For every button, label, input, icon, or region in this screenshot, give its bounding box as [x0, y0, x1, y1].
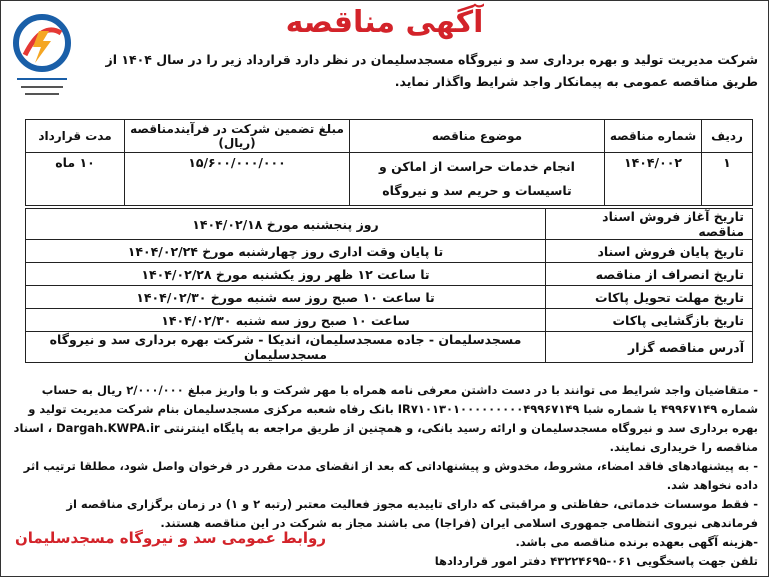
- cell-contract-duration: ۱۰ ماه: [26, 153, 125, 206]
- note-item: -هزینه آگهی بعهده برنده مناقصه می باشد.: [515, 535, 758, 549]
- schedule-label: آدرس مناقصه گزار: [546, 332, 753, 363]
- schedule-label: تاریخ انصراف از مناقصه: [546, 263, 753, 286]
- cell-guarantee-amount: ۱۵/۶۰۰/۰۰۰/۰۰۰: [125, 153, 350, 206]
- schedule-value: روز پنجشنبه مورخ ۱۴۰۴/۰۲/۱۸: [26, 209, 546, 240]
- schedule-row: [26, 286, 753, 309]
- schedule-label: تاریخ بازگشایی پاکات: [546, 309, 753, 332]
- cell-subject: انجام خدمات حراست از اماکن و تاسیسات و حریم سد و نیروگاه: [350, 153, 605, 206]
- page-title: آگهی مناقصه: [285, 5, 484, 40]
- cell-row-number: ۱: [702, 153, 753, 206]
- schedule-label: تاریخ آغاز فروش اسناد مناقصه: [546, 209, 753, 240]
- header-row-number: ردیف: [702, 120, 753, 153]
- schedule-row: [26, 209, 753, 240]
- schedule-row: [26, 263, 753, 286]
- schedule-value: تا پایان وقت اداری روز چهارشنبه مورخ ۱۴۰۴/۰۲/۲۴: [26, 240, 546, 263]
- note-item: - به پیشنهادهای فاقد امضاء، مشروط، مخدوش و پیشنهاداتی که بعد از انقضای مدت مقرر در فرخوان واصل شود، مطلقا ترتیب اثر داده نخواهد شد.: [23, 459, 758, 492]
- header-tender-number: شماره مناقصه: [605, 120, 702, 153]
- header-subject: موضوع مناقصه: [350, 120, 605, 153]
- schedule-value: تا ساعت ۱۲ ظهر روز یکشنبه مورخ ۱۴۰۴/۰۲/۲۸: [26, 263, 546, 286]
- intro-text: شرکت مدیریت تولید و بهره برداری سد و نیروگاه مسجدسلیمان در نظر دارد قرارداد زیر را در سال ۱۴۰۴ از طریق مناقصه عمومی به پیمانکار واجد شرایط واگذار نماید.: [105, 52, 758, 89]
- header-guarantee-amount: مبلغ تضمین شرکت در فرآیندمناقصه (ریال): [125, 120, 350, 153]
- schedule-value: ساعت ۱۰ صبح روز سه شنبه ۱۴۰۴/۰۲/۳۰: [26, 309, 546, 332]
- schedule-table: [25, 208, 753, 363]
- schedule-row: [26, 332, 753, 363]
- note-item: - فقط موسسات خدماتی، حفاظتی و مراقبتی که دارای تاییدیه مجوز فعالیت معتبر (رتبه ۲ و ۱) در زمان برگزاری مناقصه از فرماندهی نیروی انتظامی جمهوری اسلامی ایران (فراجا) می باشند مجاز به شرکت در این مناقصه هستند.: [66, 497, 758, 530]
- note-item: - متقاضیان واجد شرایط می توانند با در دست داشتن معرفی نامه همراه با مهر شرکت و با واریز مبلغ ۲/۰۰۰/۰۰۰ ریال به حساب شماره ۴۹۹۶۷۱۴۹ یا شماره شبا IR۷۱۰۱۳۰۱۰۰۰۰۰۰۰۰۰۴۹۹۶۷۱۴۹ بانک رفاه شعبه مرکزی مسجدسلیمان بنام شرکت مدیریت تولید و بهره برداری سد و نیروگاه مسجدسلیمان و ارائه رسید بانکی، و همچنین از طریق مراجعه به پایگاه اینترنتی Dargah.KWPA.ir ، اسناد مناقصه را خریداری نمایند.: [13, 383, 758, 454]
- note-item: تلفن جهت پاسخگویی ۰۶۱-۴۳۲۲۴۶۹۵ دفتر امور قراردادها: [434, 554, 758, 568]
- cell-tender-number: ۱۴۰۴/۰۰۲: [605, 153, 702, 206]
- schedule-row: [26, 309, 753, 332]
- schedule-label: تاریخ مهلت تحویل پاکات: [546, 286, 753, 309]
- schedule-value: تا ساعت ۱۰ صبح روز سه شنبه مورخ ۱۴۰۴/۰۲/۳۰: [26, 286, 546, 309]
- schedule-value: مسجدسلیمان - جاده مسجدسلیمان، اندیکا - شرکت بهره برداری سد و نیروگاه مسجدسلیمان: [26, 332, 546, 363]
- schedule-label: تاریخ پایان فروش اسناد: [546, 240, 753, 263]
- footer-signature: روابط عمومی سد و نیروگاه مسجدسلیمان: [15, 529, 326, 547]
- tender-table: [25, 119, 753, 206]
- header-contract-duration: مدت قرارداد: [26, 120, 125, 153]
- schedule-row: [26, 240, 753, 263]
